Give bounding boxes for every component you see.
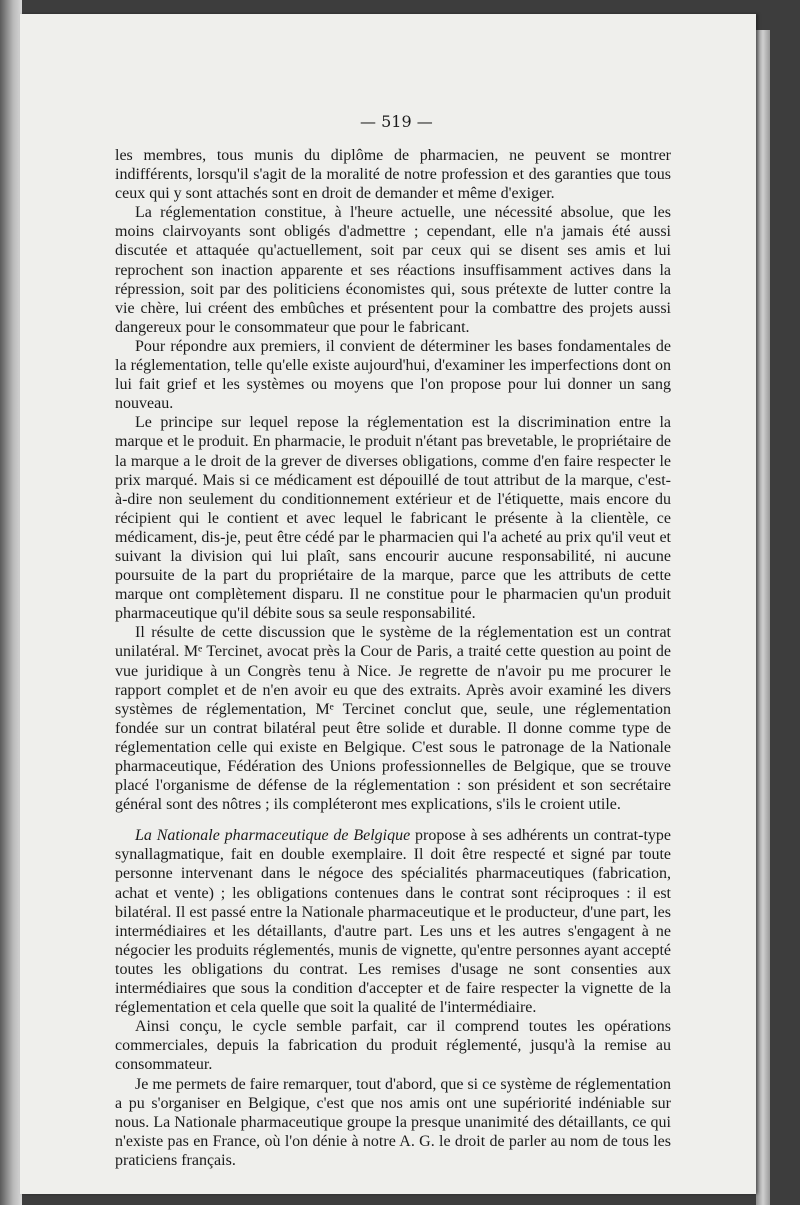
paragraph-6 bbox=[115, 826, 671, 1017]
paragraph-1: les membres, tous munis du diplôme de pharmacien, ne peuvent se montrer indifférents, lorsqu'il s'agit de la moralité de notre profession et des garanties que tous ceux qui y sont attachés sont en droit de demander et même d'exiger. bbox=[115, 147, 671, 203]
scanned-page bbox=[20, 14, 756, 1194]
paragraph-6-italic-lead: La Nationale pharmaceutique de Belgique bbox=[135, 827, 411, 845]
paragraph-5: Il résulte de cette discussion que le système de la réglementation est un contrat unilatéral. Mᵉ Tercinet, avocat près la Cour de Paris, a traité cette question au point de vue juridique à un Congrès tenu à Nice. Je regrette de n'avoir pu me procurer le rapport complet et de n'en avoir eu que des extraits. Après avoir examiné les divers systèmes de réglementation, Mᵉ Tercinet conclut que, seule, une réglementation fondée sur un contrat bilatéral peut être solide et durable. Il donne comme type de réglementation celle qui existe en Belgique. C'est sous le patronage de la Nationale pharmaceutique, Fédération des Unions professionnelles de Belgique, que se trouve placé l'organisme de défense de la réglementation : son président et son secrétaire général sont des nôtres ; ils compléteront mes explications, s'ils le croient utile. bbox=[115, 624, 671, 814]
paragraph-7: Ainsi conçu, le cycle semble parfait, car il comprend toutes les opérations commerciales, depuis la fabrication du produit réglementé, jusqu'à la remise au consommateur. bbox=[115, 1018, 671, 1074]
body-text bbox=[115, 146, 671, 1170]
paragraph-8: Je me permets de faire remarquer, tout d'abord, que si ce système de réglementation a pu s'organiser en Belgique, c'est que nos amis ont une supériorité indéniable sur nous. La Nationale pharmaceutique groupe la presque unanimité des détaillants, ce qui n'existe pas en France, où l'on dénie à notre A. G. le droit de parler au nom de tous les praticiens français. bbox=[115, 1075, 671, 1169]
paragraph-3: Pour répondre aux premiers, il convient de déterminer les bases fondamentales de la réglementation, telle qu'elle existe aujourd'hui, d'examiner les imperfections dont on lui fait grief et les systèmes ou moyens que l'on propose pour lui donner un sang nouveau. bbox=[115, 337, 671, 413]
paragraph-2: La réglementation constitue, à l'heure actuelle, une nécessité absolue, que les moins clairvoyants sont obligés d'admettre ; cependant, elle n'a jamais été aussi discutée et attaquée qu'actuellement, soit par ceux qui se disent ses amis et lui reprochent son inaction apparente et ses réactions insuffisamment actives dans la répression, soit par des politiciens économistes qui, sous prétexte de lutter contre la vie chère, lui créent des embûches et présentent pour la combattre des projets aussi dangereux pour le consommateur que pour le fabricant. bbox=[115, 204, 671, 336]
page-stack-edge bbox=[756, 30, 770, 1205]
book-spine-edge bbox=[0, 0, 22, 1205]
paragraph-6-text: propose à ses adhérents un contrat-type synallagmatique, fait en double exemplaire. Il doit être respecté et signé par toute personne intervenant dans le négoce des spécialités pharmaceutiques (fabrication, achat et vente) ; les obligations contenues dans le contrat sont réciproques : il est bilatéral. Il est passé entre la Nationale pharmaceutique et le producteur, d'une part, les intermédiaires et les détaillants, d'autre part. Les uns et les autres s'engagent à ne négocier les produits réglementés, munis de vignette, qu'entre personnes ayant accepté toutes les obligations du contrat. Les remises d'usage ne sont consenties aux intermédiaires que sous la condition d'accepter et de faire respecter la vignette de la réglementation et cela quelle que soit la qualité de l'intermédiaire. bbox=[115, 827, 671, 1017]
page-number: — 519 — bbox=[360, 112, 433, 131]
paragraph-4: Le principe sur lequel repose la réglementation est la discrimination entre la marque et le produit. En pharmacie, le produit n'étant pas brevetable, le propriétaire de la marque a le droit de la grever de diverses obligations, comme d'en faire respecter le prix marqué. Mais si ce médicament est dépouillé de tout attribut de la marque, c'est-à-dire non seulement du conditionnement extérieur et de l'étiquette, mais encore du récipient qui le contient et avec lequel le fabricant le présente à la clientèle, ce médicament, dis-je, peut être cédé par le pharmacien qui l'a acheté au prix qu'il veut et suivant la division qui lui plaît, sans encourir aucune responsabilité, ni aucune poursuite de la part du propriétaire de la marque, parce que les attributs de cette marque ont complètement disparu. Il ne constitue pour le pharmacien qu'un produit pharmaceutique qu'il débite sous sa seule responsabilité. bbox=[115, 414, 671, 623]
